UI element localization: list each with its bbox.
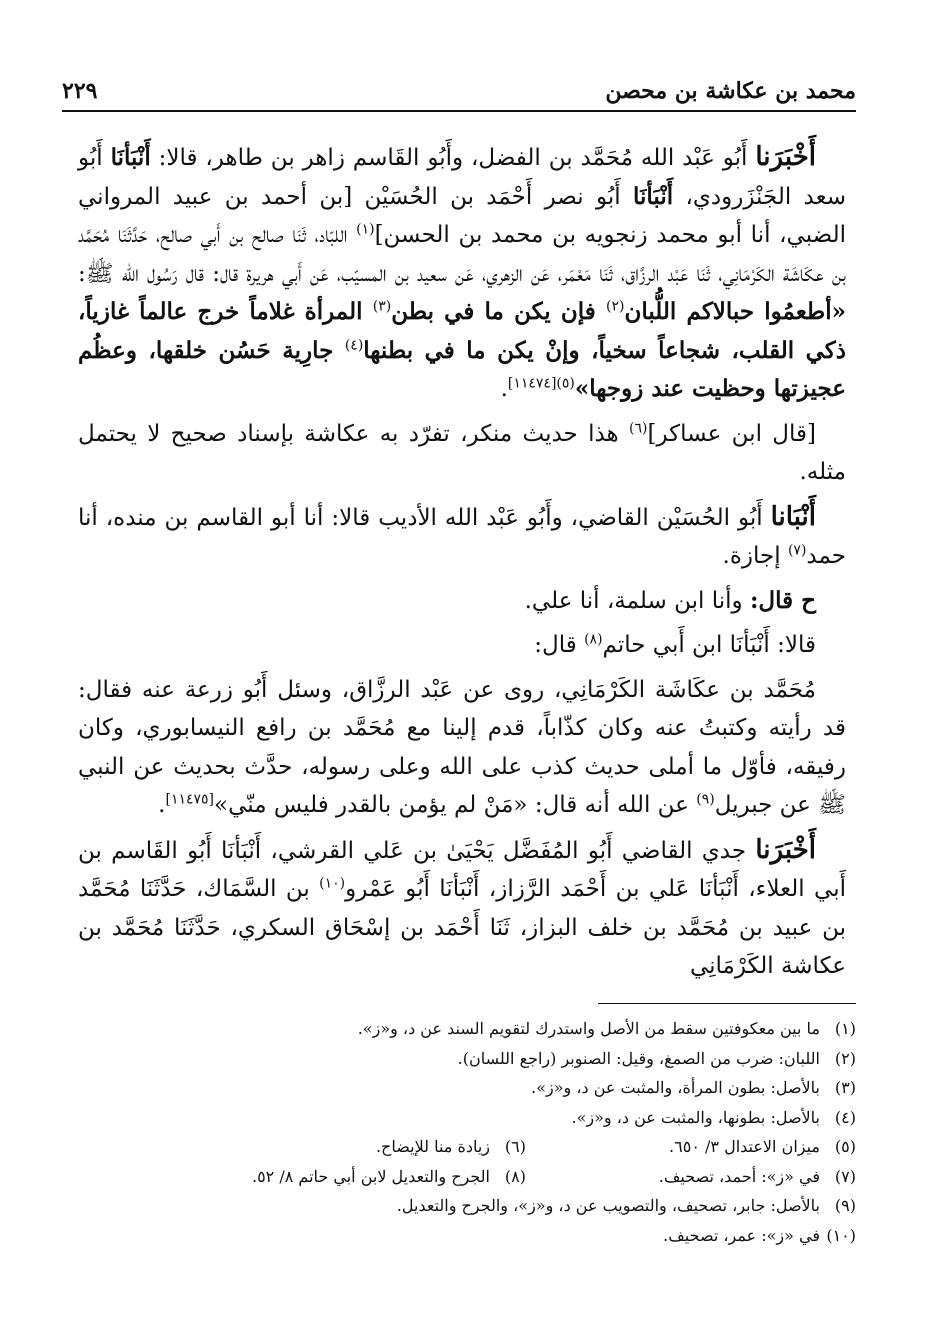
footnote-ref[interactable]: (١) xyxy=(356,221,375,238)
keyword-anbaana: أَنْبَأنَا xyxy=(632,182,674,210)
keyword-akhbarana: أَخْبَرَنا xyxy=(755,834,816,865)
footnote-ref[interactable]: (٥)[١١٤٧٤] xyxy=(507,375,575,392)
paragraph-1 xyxy=(78,138,846,409)
hadith-text: «أطعمُوا حبالاكم اللُّبان xyxy=(624,298,847,325)
footnote-row xyxy=(78,1132,856,1162)
footnote-1 xyxy=(78,1014,856,1044)
footnote-number: (١٠) xyxy=(826,1225,856,1245)
text-span: عن الله أنه قال: «مَنْ لم يؤمن بالقدر فليس منّي» xyxy=(214,792,697,818)
footnote-ref[interactable]: (٤) xyxy=(344,336,364,353)
text-span: أَبُو نصر أَحْمَد بن الحُسَيْن [بن أحمد بن عبيد المرواني الضبي، أنا أبو محمد زنجويه بن محمد بن الحسن] xyxy=(78,183,846,248)
text-span: . xyxy=(158,792,166,818)
hadith-text: فإن يكن ما في بطن xyxy=(391,298,606,325)
footnote-divider xyxy=(598,1003,856,1004)
footnote-text: ما بين معكوفتين سقط من الأصل واستدرك لتقويم السند عن د، و«ز». xyxy=(357,1019,820,1038)
footnote-number: (٢) xyxy=(834,1048,856,1068)
footnotes xyxy=(78,1014,856,1250)
text-span: جدي القاضي أَبُو المُفَضَّل يَحْيَىٰ بن عَلي القرشي، أَنْبَأنَا أَبُو القَاسم بن أَبي العلاء، أَنْبَأنَا عَلي بن أَحْمَد الرَّزاز، أَنْبَأنَا أَبُو عَمْرو xyxy=(78,837,846,902)
text-span: بن السَّمَاك، حَدَّثَنَا مُحَمَّد بن عبيد بن مُحَمَّد بن خلف البزاز، ثَنَا أَحْمَد بن إسْحَاق السكري، حَدَّثَنَا مُحَمَّد بن عكاشة الكَرْمَانِي xyxy=(78,876,846,979)
paragraph-5 xyxy=(78,626,846,665)
keyword-ha-qal: ح قال: xyxy=(749,586,816,614)
paragraph-4 xyxy=(78,582,846,621)
text-span: . xyxy=(500,376,508,402)
footnote-ref[interactable]: [١١٤٧٥] xyxy=(165,791,215,808)
running-title: محمد بن عكاشة بن محصن xyxy=(605,78,856,104)
text-span: مُحَمَّد بن عكَاشَة الكَرْمَانِي، روى عن عَبْد الرزَّاق، وسئل أَبُو زرعة عنه فقال: قد رأيته وكتبتُ عنه وكان كذّاباً، قدم إلينا مع مُحَمَّد بن رافع النيسابوري، وكان رفيقه، فأوّل ما أملى حديث كذب على الله وعلى رسوله، حدَّث بحديث عن النبي ﷺ عن جبريل xyxy=(78,676,846,818)
footnote-number: (١) xyxy=(834,1019,856,1038)
footnote-text: الجرح والتعديل لابن أبي حاتم ٨/ ٥٢. xyxy=(251,1166,490,1186)
footnote-ref[interactable]: (٢) xyxy=(606,298,625,315)
footnote-number: (٤) xyxy=(834,1107,856,1127)
footnote-text: اللبان: ضرب من الصمغ، وقيل: الصنوبر (راجع اللسان). xyxy=(457,1048,820,1068)
footnote-number: (٣) xyxy=(834,1078,856,1097)
text-span: اللبّاد، ثَنَا صالح بن أَبي صالح، حَدَّثَنَا مُحَمَّد بن عكَاشَة الكَرْمَانِي، ثَنَا عَبْد الرزَّاق، ثَنَا مَعْمَر، عَن الزهري، عَن سعيد بن المسيّب، عَن أَبي هريرة قال: قال رَسُول الله ﷺ: xyxy=(78,222,846,287)
footnote-ref[interactable]: (٨) xyxy=(584,631,603,648)
footnote-number: (٦) xyxy=(504,1137,526,1156)
footnote-row xyxy=(78,1162,856,1192)
text-span: وأنا ابن سلمة، أنا علي. xyxy=(524,587,750,614)
footnote-number: (٩) xyxy=(834,1196,856,1215)
text-span: قالا: أَنْبَأنَا ابن أَبي حاتم xyxy=(602,632,816,658)
page-number: ٢٢٩ xyxy=(62,78,98,104)
footnote-4 xyxy=(78,1103,856,1133)
footnote-text: بالأصل: جابر، تصحيف، والتصويب عن د، و«ز»، والجرح والتعديل. xyxy=(396,1196,820,1215)
paragraph-2 xyxy=(78,415,846,492)
keyword-anbaana: أَنْبَأنَا xyxy=(110,144,151,171)
footnote-number: (٥) xyxy=(834,1137,856,1156)
footnote-ref[interactable]: (٦) xyxy=(629,419,648,436)
running-header xyxy=(62,70,856,112)
footnote-10 xyxy=(78,1221,856,1251)
footnote-9 xyxy=(78,1191,856,1221)
footnote-text: بالأصل: بطونها، والمثبت عن د، و«ز». xyxy=(571,1107,820,1127)
footnote-3 xyxy=(78,1073,856,1103)
footnote-ref[interactable]: (١٠) xyxy=(319,875,346,892)
footnote-text: زيادة منا للإيضاح. xyxy=(375,1137,490,1156)
hadith-text: المرأة غلاماً خرج عالماً غازياً، ذكي القلب، شجاعاً سخياً، وإنْ يكن ما في بطنها xyxy=(78,298,846,364)
text-span: قال: xyxy=(534,632,585,658)
footnote-2 xyxy=(78,1044,856,1074)
footnote-ref[interactable]: (٣) xyxy=(372,298,392,315)
text-span: أَبُو عَبْد الله مُحَمَّد بن الفضل، وأَبُو القَاسم زاهر بن طاهر، قالا: xyxy=(150,145,756,171)
footnote-text: في «ز»: أحمد، تصحيف. xyxy=(658,1166,820,1186)
footnote-text: ميزان الاعتدال ٣/ ٦٥٠. xyxy=(669,1137,820,1156)
text-span: أَبُو الحُسَيْن القاضي، وأَبُو عَبْد الله الأديب قالا: أنا أبو القاسم بن منده، أنا حمد xyxy=(78,504,846,569)
footnote-7 xyxy=(526,1162,856,1192)
text-span: [قال ابن عساكر] xyxy=(647,420,816,447)
footnote-8 xyxy=(252,1162,526,1192)
text-span: هذا حديث منكر، تفرّد به عكاشة بإسناد صحيح لا يحتمل مثله. xyxy=(78,420,846,485)
footnote-6 xyxy=(376,1132,526,1162)
paragraph-3 xyxy=(78,498,846,576)
keyword-akhbarana: أَخْبَرَنا xyxy=(755,142,816,172)
paragraph-7 xyxy=(78,831,846,986)
footnote-number: (٧) xyxy=(834,1166,856,1186)
footnote-number: (٨) xyxy=(504,1166,526,1186)
keyword-anbaana: أَنْبَانا xyxy=(770,501,816,532)
paragraph-6 xyxy=(78,671,846,825)
text-span: أَبُو سعد الجَنْزَرودي، xyxy=(78,145,846,210)
hadith-text: جارِية حَسُن خلقها، وعظُم عجيزتها وحظيت عند زوجها» xyxy=(78,336,846,402)
footnote-ref[interactable]: (٩) xyxy=(696,791,715,808)
footnote-ref[interactable]: (٧) xyxy=(787,542,807,559)
footnote-5 xyxy=(526,1132,856,1162)
main-text xyxy=(78,138,846,986)
footnote-text: في «ز»: عمر، تصحيف. xyxy=(663,1225,820,1245)
footnote-text: بالأصل: بطون المرأة، والمثبت عن د، و«ز». xyxy=(531,1078,820,1097)
text-span: إجازة. xyxy=(722,543,788,569)
